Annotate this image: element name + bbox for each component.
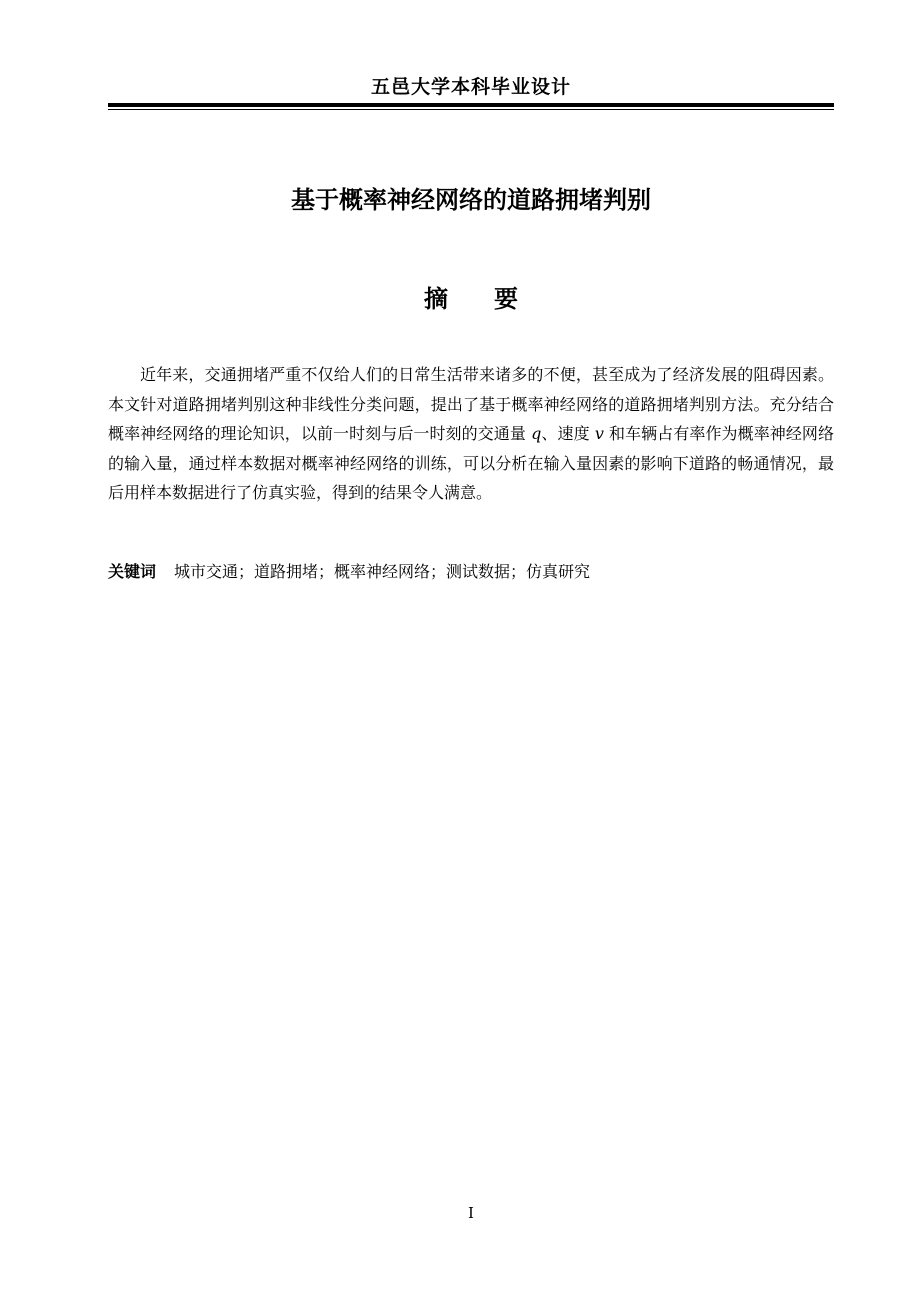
header-rule-thick (108, 103, 834, 107)
abstract-text-1: 近年来，交通拥堵严重不仅给人们的日常生活带来诸多的不便，甚至成为了经济发展的阻碍因素。本文针对道路拥堵判别这种非线性分类问题，提出了基于概率神经网络的道路拥堵判别方法。充分结合概率神经网络的理论知识，以前一时刻与后一时刻的交通量 (108, 365, 834, 443)
variable-v: v (594, 424, 604, 443)
page-number: I (468, 1204, 474, 1222)
running-header: 五邑大学本科毕业设计 (370, 76, 571, 98)
keywords-line (108, 558, 834, 586)
abstract-text-3: 和车辆占有率作为概率神经网络的输入量，通过样本数据对概率神经网络的训练，可以分析在输入量因素的影响下道路的畅通情况，最后用样本数据进行了仿真实验，得到的结果令人满意。 (108, 424, 834, 502)
abstract-heading (108, 282, 834, 316)
keywords-label: 关键词 (108, 562, 157, 581)
header-rule-thin (108, 109, 834, 110)
keywords-text: 城市交通；道路拥堵；概率神经网络；测试数据；仿真研究 (174, 562, 591, 581)
abstract-heading-char-1: 摘 (424, 285, 448, 313)
abstract-heading-char-2: 要 (494, 285, 518, 313)
abstract-text-2: 、速度 (541, 424, 590, 443)
abstract-paragraph (108, 360, 834, 508)
document-title: 基于概率神经网络的道路拥堵判别 (291, 186, 651, 214)
variable-q: q (531, 424, 542, 443)
